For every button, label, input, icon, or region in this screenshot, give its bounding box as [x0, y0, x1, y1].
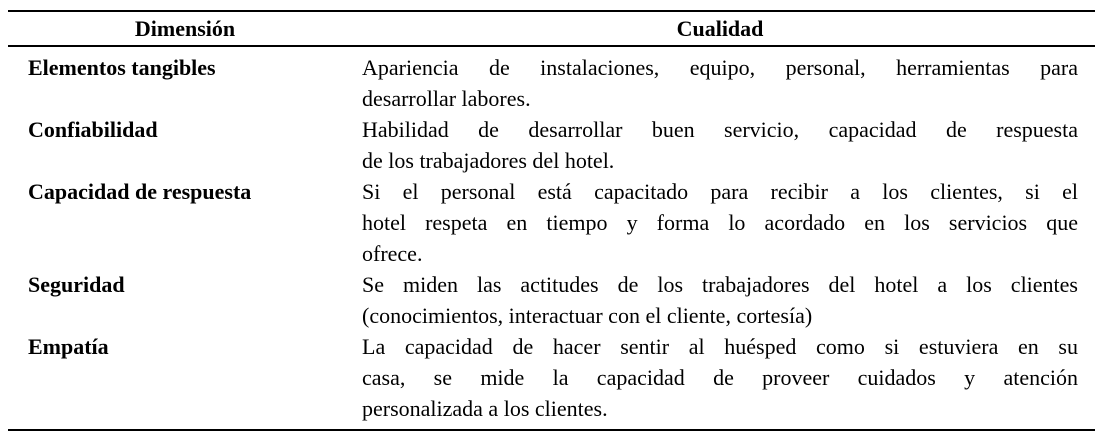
quality-line: desarrollar labores.: [362, 86, 531, 111]
quality-line: Apariencia de instalaciones, equipo, personal, herramientas para: [362, 55, 1078, 80]
quality-cell: [362, 331, 1095, 424]
dimension-cell: Empatía: [28, 334, 109, 359]
table-row: [8, 176, 1095, 269]
quality-line: Se miden las actitudes de los trabajadores del hotel a los clientes: [362, 272, 1078, 297]
column-header-cualidad: Cualidad: [676, 16, 764, 41]
service-quality-table: [8, 10, 1095, 431]
quality-line: de los trabajadores del hotel.: [362, 148, 615, 173]
quality-cell: [362, 114, 1095, 176]
quality-line: Si el personal está capacitado para recibir a los clientes, si el: [362, 179, 1078, 204]
quality-line: (conocimientos, interactuar con el cliente, cortesía): [362, 303, 813, 328]
table-row: [8, 269, 1095, 331]
table-body: [8, 47, 1095, 429]
table-row: [8, 52, 1095, 114]
dimension-cell: Confiabilidad: [28, 117, 158, 142]
quality-line: La capacidad de hacer sentir al huésped como si estuviera en su: [362, 334, 1078, 359]
table-header-row: [8, 12, 1095, 47]
table-row: [8, 114, 1095, 176]
table-row: [8, 331, 1095, 424]
quality-line: hotel respeta en tiempo y forma lo acordado en los servicios que: [362, 210, 1078, 235]
dimension-cell: Elementos tangibles: [28, 55, 216, 80]
quality-cell: [362, 176, 1095, 269]
quality-line: Habilidad de desarrollar buen servicio, capacidad de respuesta: [362, 117, 1078, 142]
quality-cell: [362, 52, 1095, 114]
column-header-dimension: Dimensión: [134, 16, 236, 41]
quality-line: casa, se mide la capacidad de proveer cuidados y atención: [362, 365, 1078, 390]
dimension-cell: Seguridad: [28, 272, 125, 297]
quality-line: ofrece.: [362, 241, 423, 266]
quality-line: personalizada a los clientes.: [362, 396, 608, 421]
quality-cell: [362, 269, 1095, 331]
dimension-cell: Capacidad de respuesta: [28, 179, 252, 204]
